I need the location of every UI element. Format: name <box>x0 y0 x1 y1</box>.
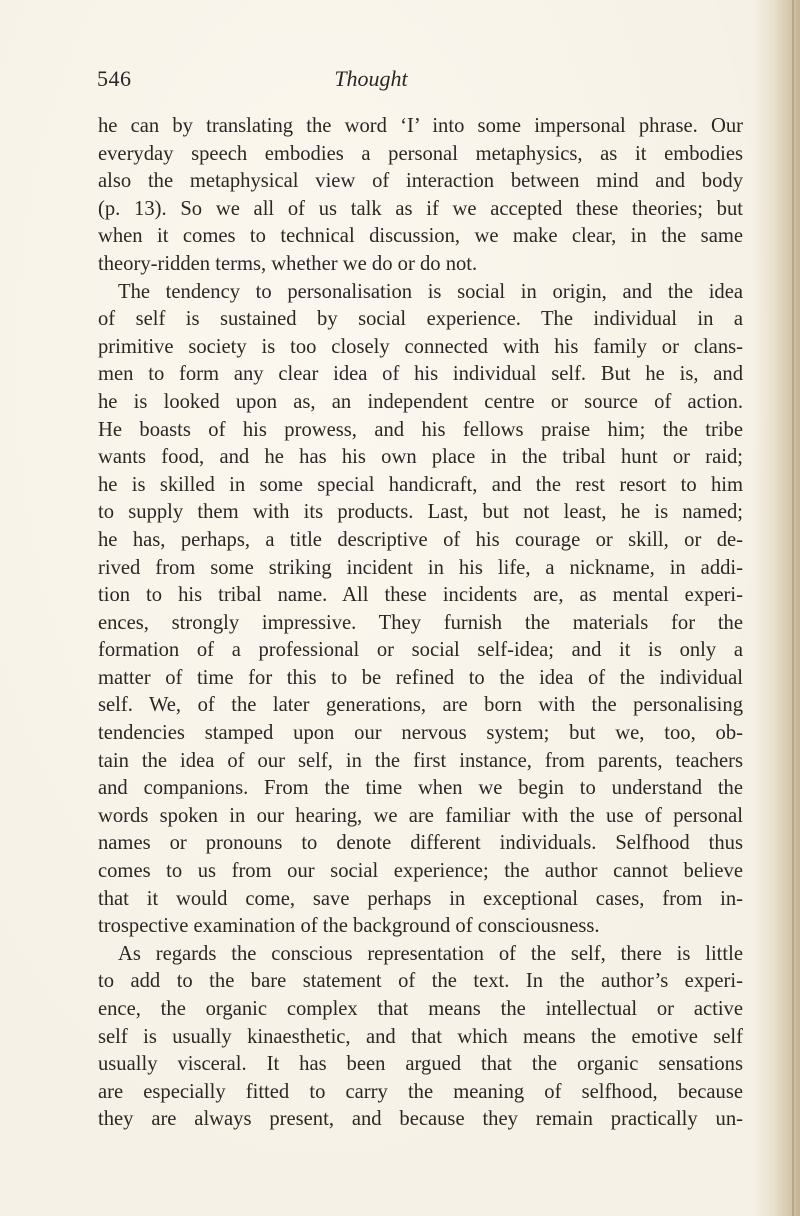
text-line: As regards the conscious representation of the self, there is little <box>118 942 743 965</box>
text-line: trospective examination of the background of consciousness. <box>98 915 600 938</box>
text-line: theory-ridden terms, whether we do or do not. <box>98 252 478 275</box>
text-line: everyday speech embodies a personal metaphysics, as it embodies <box>98 142 743 165</box>
text-line: when it comes to technical discussion, we make clear, in the same <box>98 225 743 248</box>
text-line: self. We, of the later generations, are born with the personalising <box>98 694 743 717</box>
text-line: wants food, and he has his own place in the tribal hunt or raid; <box>98 446 743 469</box>
page-header <box>97 66 742 100</box>
text-line: words spoken in our hearing, we are familiar with the use of personal <box>98 804 743 827</box>
running-head: Thought <box>334 66 408 91</box>
text-line: primitive society is too closely connected with his family or clans- <box>98 335 743 358</box>
page-number: 546 <box>97 66 132 91</box>
text-line: of self is sustained by social experience. The individual in a <box>98 308 743 331</box>
text-line: also the metaphysical view of interaction between mind and body <box>98 170 743 193</box>
text-line: names or pronouns to denote different individuals. Selfhood thus <box>98 832 743 855</box>
text-line: he has, perhaps, a title descriptive of his courage or skill, or de- <box>98 528 743 551</box>
text-line: He boasts of his prowess, and his fellows praise him; the tribe <box>98 418 743 441</box>
text-line: comes to us from our social experience; the author cannot believe <box>98 860 743 883</box>
text-line: matter of time for this to be refined to the idea of the individual <box>98 666 743 689</box>
text-line: and companions. From the time when we begin to understand the <box>98 777 743 800</box>
text-line: formation of a professional or social self-idea; and it is only a <box>98 639 743 662</box>
text-line: he is looked upon as, an independent centre or source of action. <box>98 390 743 413</box>
text-line: ences, strongly impressive. They furnish the materials for the <box>98 611 743 634</box>
text-line: to supply them with its products. Last, but not least, he is named; <box>98 501 743 524</box>
text-line: The tendency to personalisation is social in origin, and the idea <box>118 280 743 303</box>
text-line: he is skilled in some special handicraft, and the rest resort to him <box>98 473 743 496</box>
page-edge-line <box>792 0 794 1216</box>
body-text <box>98 113 743 1134</box>
text-line: self is usually kinaesthetic, and that which means the emotive self <box>98 1025 743 1048</box>
text-line: ence, the organic complex that means the intellectual or active <box>98 998 743 1020</box>
text-line: they are always present, and because they remain practically un- <box>98 1108 743 1131</box>
text-line: that it would come, save perhaps in exceptional cases, from in- <box>98 887 743 910</box>
text-line: usually visceral. It has been argued that the organic sensations <box>98 1053 743 1076</box>
text-line: tion to his tribal name. All these incidents are, as mental experi- <box>98 584 743 607</box>
text-line: tain the idea of our self, in the first instance, from parents, teachers <box>98 749 743 772</box>
text-line: rived from some striking incident in his life, a nickname, in addi- <box>98 556 743 579</box>
text-line: he can by translating the word ‘I’ into some impersonal phrase. Our <box>98 115 743 137</box>
text-line: men to form any clear idea of his individual self. But he is, and <box>98 363 743 386</box>
text-line: to add to the bare statement of the text. In the author’s experi- <box>98 970 743 993</box>
text-line: (p. 13). So we all of us talk as if we accepted these theories; but <box>98 197 743 220</box>
text-line: are especially fitted to carry the meaning of selfhood, because <box>98 1080 743 1103</box>
text-line: tendencies stamped upon our nervous system; but we, too, ob- <box>98 722 743 745</box>
